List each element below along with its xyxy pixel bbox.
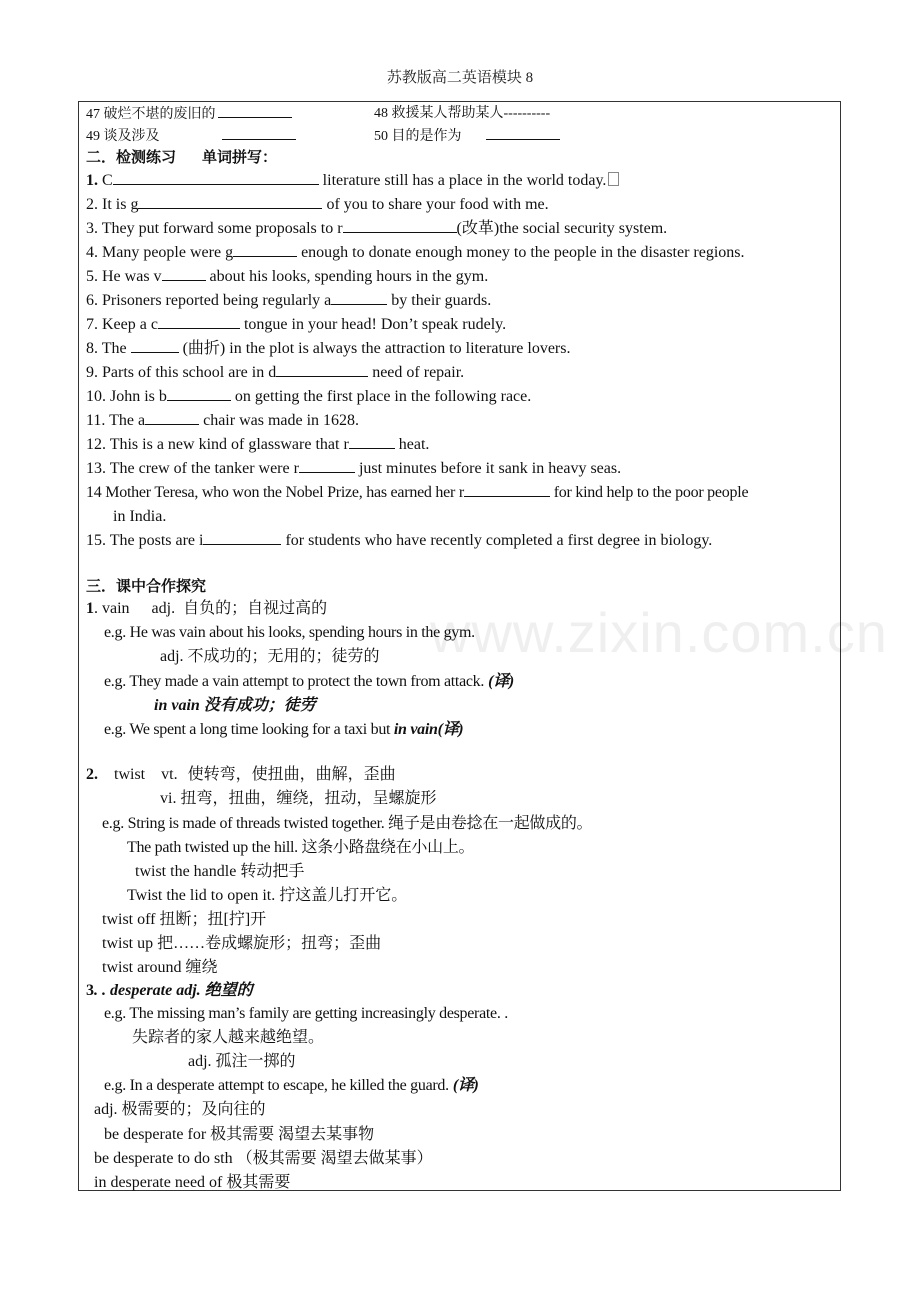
checkbox-glyph <box>608 172 619 186</box>
exercise-1: 1. C literature still has a place in the world today. <box>86 171 619 191</box>
twist-example-2: The path twisted up the hill. 这条小路盘绕在小山上。 <box>127 839 475 856</box>
vocab-50: 50 目的是作为 <box>374 126 560 147</box>
exercise-13: 13. The crew of the tanker were r just minutes before it sank in heavy seas. <box>86 460 622 477</box>
vocab-48: 48 救援某人帮助某人---------- <box>374 106 551 121</box>
section3-heading: 三．课中合作探究 <box>86 577 207 595</box>
blank <box>486 126 560 140</box>
vain-example-2: e.g. They made a vain attempt to protect the town from attack. (译) <box>104 673 514 690</box>
exercise-3: 3. They put forward some proposals to r (改革)the social security system. <box>86 220 668 237</box>
blank <box>349 435 395 449</box>
blank <box>276 363 368 377</box>
exercise-12: 12. This is a new kind of glassware that r heat. <box>86 436 430 453</box>
desperate-meaning-3: adj. 极需要的；及向往的 <box>94 1101 266 1118</box>
exercise-9: 9. Parts of this school are in d need of repair. <box>86 364 465 381</box>
desperate-phrase-3: in desperate need of 极其需要 <box>94 1174 291 1191</box>
exercise-14: 14 Mother Teresa, who won the Nobel Prize, has earned her r for kind help to the poor people <box>86 484 749 501</box>
twist-example-3: twist the handle 转动把手 <box>135 863 305 880</box>
vocab-47: 47 破烂不堪的废旧的 <box>86 104 292 125</box>
blank <box>113 171 319 185</box>
page-header: 苏教版高二英语模块 8 <box>386 70 534 86</box>
blank <box>222 126 296 140</box>
blank <box>167 387 231 401</box>
desperate-entry: 3. . desperate adj. 绝望的 <box>86 982 253 999</box>
exercise-15: 15. The posts are i for students who have recently completed a first degree in biology. <box>86 532 713 549</box>
section2-heading: 二．检测练习 单词拼写： <box>86 148 278 166</box>
desperate-phrase-2: be desperate to do sth （极其需要 渴望去做某事） <box>94 1150 433 1167</box>
blank <box>138 195 322 209</box>
blank <box>331 291 387 305</box>
watermark: www.zixin.com.cn <box>430 601 888 664</box>
desperate-phrase-1: be desperate for 极其需要 渴望去某事物 <box>104 1126 375 1143</box>
blank <box>233 243 297 257</box>
twist-phrase-2: twist up 把……卷成螺旋形；扭弯；歪曲 <box>102 935 382 952</box>
vain-example-3: e.g. We spent a long time looking for a taxi but in vain(译) <box>104 721 464 738</box>
exercise-2: 2. It is g of you to share your food with me. <box>86 196 549 213</box>
desperate-translation-1: 失踪者的家人越来越绝望。 <box>132 1029 325 1046</box>
blank <box>299 459 355 473</box>
exercise-5: 5. He was v about his looks, spending hours in the gym. <box>86 268 489 285</box>
desperate-example-2: e.g. In a desperate attempt to escape, he killed the guard. (译) <box>104 1077 479 1094</box>
twist-entry: 2. twist vt. 使转弯，使扭曲，曲解，歪曲 <box>86 766 396 783</box>
vain-entry: 1. vain adj. 自负的；自视过高的 <box>86 600 328 617</box>
exercise-6: 6. Prisoners reported being regularly a by their guards. <box>86 292 492 309</box>
blank <box>464 483 550 497</box>
desperate-meaning-2: adj. 孤注一掷的 <box>188 1053 296 1070</box>
exercise-10: 10. John is b on getting the first place in the following race. <box>86 388 532 405</box>
blank <box>145 411 199 425</box>
blank <box>203 531 281 545</box>
twist-example-1: e.g. String is made of threads twisted together. 绳子是由卷捻在一起做成的。 <box>102 815 593 832</box>
blank <box>343 219 457 233</box>
twist-meaning-2: vi. 扭弯，扭曲，缠绕，扭动，呈螺旋形 <box>160 790 437 807</box>
vain-phrase: in vain 没有成功；徒劳 <box>154 697 316 714</box>
blank <box>162 267 206 281</box>
blank <box>131 339 179 353</box>
exercise-7: 7. Keep a c tongue in your head! Don’t speak rudely. <box>86 316 507 333</box>
exercise-8: 8. The (曲折) in the plot is always the attraction to literature lovers. <box>86 340 571 357</box>
vain-example-1: e.g. He was vain about his looks, spending hours in the gym. <box>104 624 475 641</box>
twist-phrase-3: twist around 缠绕 <box>102 959 218 976</box>
twist-example-4: Twist the lid to open it. 拧这盖儿打开它。 <box>127 887 408 904</box>
exercise-14-continued: in India. <box>113 508 167 525</box>
blank <box>218 104 292 118</box>
desperate-example-1: e.g. The missing man’s family are getting increasingly desperate. . <box>104 1005 508 1022</box>
vocab-49: 49 谈及涉及 <box>86 126 296 147</box>
exercise-4: 4. Many people were g enough to donate enough money to the people in the disaster regions. <box>86 244 745 261</box>
twist-phrase-1: twist off 扭断；扭[拧]开 <box>102 911 267 928</box>
blank <box>158 315 240 329</box>
exercise-11: 11. The a chair was made in 1628. <box>86 412 360 429</box>
vain-meaning-2: adj. 不成功的；无用的；徒劳的 <box>160 648 380 665</box>
